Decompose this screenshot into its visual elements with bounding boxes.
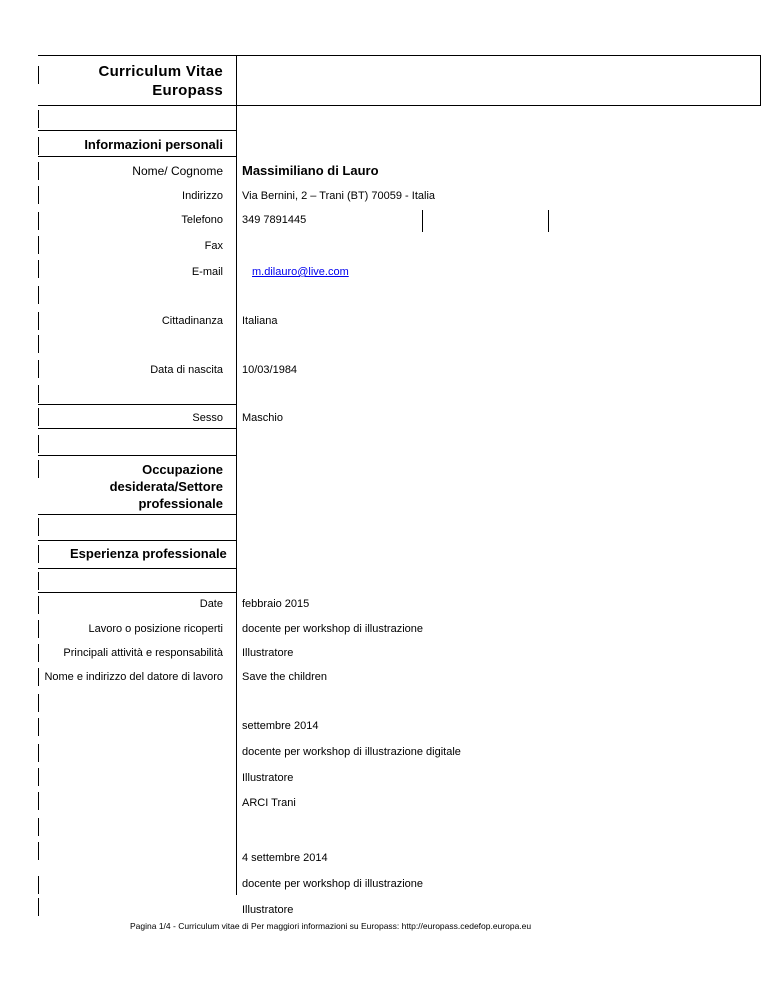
sex-value: Maschio: [242, 412, 283, 424]
row-divider: [38, 156, 236, 157]
left-tick: [38, 898, 39, 916]
exp2-activity: Illustratore: [242, 772, 294, 784]
section-personal: Informazioni personali: [84, 137, 223, 152]
left-tick: [38, 876, 39, 894]
exp1-activity: Illustratore: [242, 647, 294, 659]
exp-employer-label: Nome e indirizzo del datore di lavoro: [44, 671, 223, 683]
left-tick: [38, 110, 39, 128]
occupation-line1: Occupazione: [142, 462, 223, 477]
sex-label: Sesso: [192, 412, 223, 424]
footer-cutoff: [170, 931, 410, 935]
exp2-date: settembre 2014: [242, 720, 319, 732]
left-tick: [38, 744, 39, 762]
cv-title: [38, 62, 223, 100]
row-divider: [38, 428, 236, 429]
exp3-date: 4 settembre 2014: [242, 852, 328, 864]
address-label: Indirizzo: [182, 190, 223, 202]
birth-label: Data di nascita: [150, 364, 223, 376]
occupation-line2: desiderata/Settore: [109, 479, 223, 494]
exp1-job: docente per workshop di illustrazione: [242, 623, 423, 635]
right-border: [760, 55, 761, 105]
left-tick: [38, 545, 39, 563]
email-link[interactable]: m.dilauro@live.com: [252, 266, 349, 278]
exp3-activity: Illustratore: [242, 904, 294, 916]
exp2-employer: ARCI Trani: [242, 797, 296, 809]
row-divider: [38, 404, 236, 405]
left-tick: [38, 792, 39, 810]
left-tick: [38, 335, 39, 353]
row-divider: [38, 514, 236, 515]
left-tick: [38, 718, 39, 736]
left-tick: [38, 818, 39, 836]
phone-value: 349 7891445: [242, 214, 307, 226]
left-tick: [38, 518, 39, 536]
row-divider: [38, 130, 236, 131]
birth-value: 10/03/1984: [242, 364, 298, 376]
name-label: Nome/ Cognome: [132, 164, 223, 178]
phone-label: Telefono: [181, 214, 223, 226]
row-divider: [38, 455, 236, 456]
exp3-job: docente per workshop di illustrazione: [242, 878, 423, 890]
cv-title-line1: Curriculum Vitae: [98, 63, 223, 80]
exp1-employer: Save the children: [242, 671, 327, 683]
row-divider: [38, 568, 236, 569]
left-tick: [38, 435, 39, 453]
exp1-date: febbraio 2015: [242, 598, 310, 610]
left-tick: [38, 286, 39, 304]
row-divider: [38, 540, 236, 541]
phone-cell-divider: [422, 210, 423, 232]
exp-job-label: Lavoro o posizione ricoperti: [88, 623, 223, 635]
occupation-line3: professionale: [138, 496, 223, 511]
left-tick: [38, 694, 39, 712]
name-value: Massimiliano di Lauro: [242, 163, 379, 178]
row-divider: [38, 592, 236, 593]
exp2-job: docente per workshop di illustrazione digitale: [242, 746, 461, 758]
fax-label: Fax: [204, 240, 223, 252]
citizenship-value: Italiana: [242, 315, 278, 327]
section-experience: Esperienza professionale: [70, 546, 227, 561]
exp-activities-label: Principali attività e responsabilità: [63, 647, 223, 659]
left-tick: [38, 572, 39, 590]
exp-date-label: Date: [199, 598, 223, 610]
email-label: E-mail: [191, 266, 223, 278]
column-divider: [236, 55, 237, 895]
left-tick: [38, 842, 39, 860]
top-border: [38, 55, 761, 56]
row-divider: [38, 105, 761, 106]
section-occupation: [38, 461, 223, 512]
left-tick: [38, 768, 39, 786]
phone-cell-divider: [548, 210, 549, 232]
page-footer: Pagina 1/4 - Curriculum vitae di Per maggiori informazioni su Europass: http://europass.cedefop.europa.eu: [130, 921, 532, 931]
citizenship-label: Cittadinanza: [161, 315, 223, 327]
address-value: Via Bernini, 2 – Trani (BT) 70059 - Italia: [242, 190, 436, 202]
cv-title-line2: Europass: [152, 82, 223, 99]
left-tick: [38, 385, 39, 403]
